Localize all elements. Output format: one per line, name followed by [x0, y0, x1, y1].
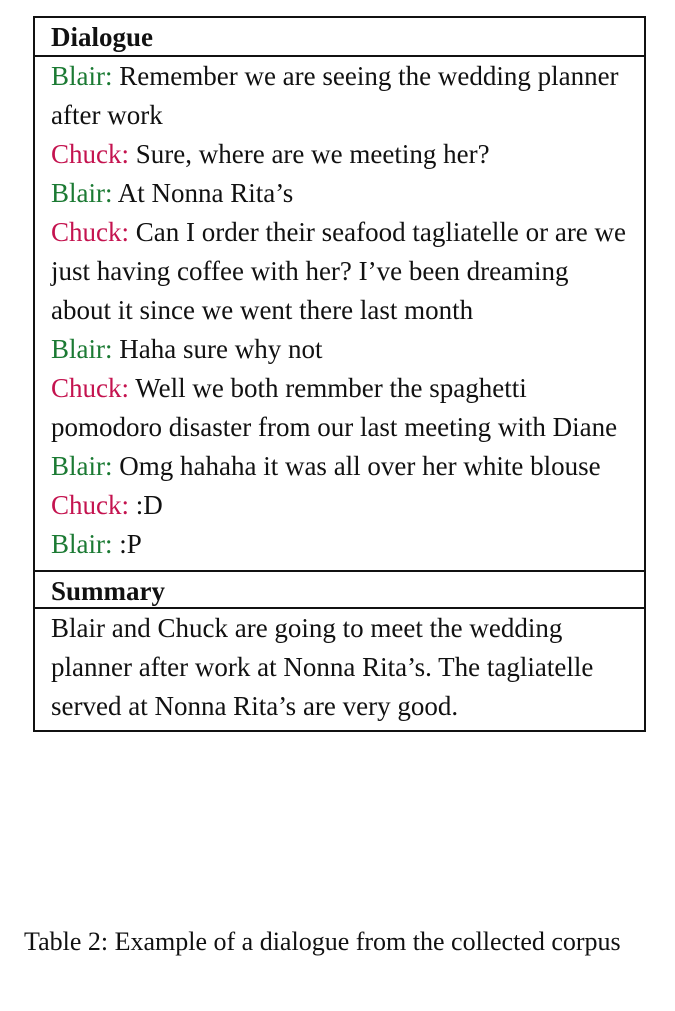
speaker-blair: Blair: [51, 334, 113, 364]
turn-text: Omg hahaha it was all over her white blouse [119, 451, 601, 481]
turn-text: Haha sure why not [119, 334, 323, 364]
speaker-chuck: Chuck: [51, 373, 129, 403]
speaker-blair: Blair: [51, 529, 113, 559]
speaker-chuck: Chuck: [51, 217, 129, 247]
dialogue-turn [51, 369, 628, 447]
dialogue-turn [51, 174, 628, 213]
speaker-blair: Blair: [51, 61, 113, 91]
turn-text: Remember we are seeing the wedding planner after work [51, 61, 619, 130]
summary-text: Blair and Chuck are going to meet the wedding planner after work at Nonna Rita’s. The tagliatelle served at Nonna Rita’s are very good. [35, 607, 644, 730]
summary-header: Summary [35, 570, 644, 607]
speaker-blair: Blair: [51, 451, 113, 481]
speaker-blair: Blair: [51, 178, 113, 208]
dialogue-header: Dialogue [51, 22, 154, 52]
speaker-chuck: Chuck: [51, 139, 129, 169]
dialogue-turn [51, 525, 628, 564]
dialogue-turn [51, 486, 628, 525]
dialogue-body [35, 55, 644, 570]
dialogue-turn [51, 213, 628, 330]
dialogue-turn [51, 57, 628, 135]
table-caption: Table 2: Example of a dialogue from the collected corpus [24, 927, 621, 956]
turn-text: Sure, where are we meeting her? [135, 139, 490, 169]
dialogue-turn [51, 330, 628, 369]
speaker-chuck: Chuck: [51, 490, 129, 520]
dialogue-table [33, 16, 646, 732]
turn-text: Can I order their seafood tagliatelle or are we just having coffee with her? I’ve been dreaming about it since we went there last month [51, 217, 627, 325]
turn-text: :P [119, 529, 142, 559]
dialogue-turn [51, 135, 628, 174]
turn-text: At Nonna Rita’s [117, 178, 294, 208]
dialogue-turn [51, 447, 628, 486]
turn-text: Well we both remmber the spaghetti pomodoro disaster from our last meeting with Diane [51, 373, 618, 442]
turn-text: :D [135, 490, 163, 520]
